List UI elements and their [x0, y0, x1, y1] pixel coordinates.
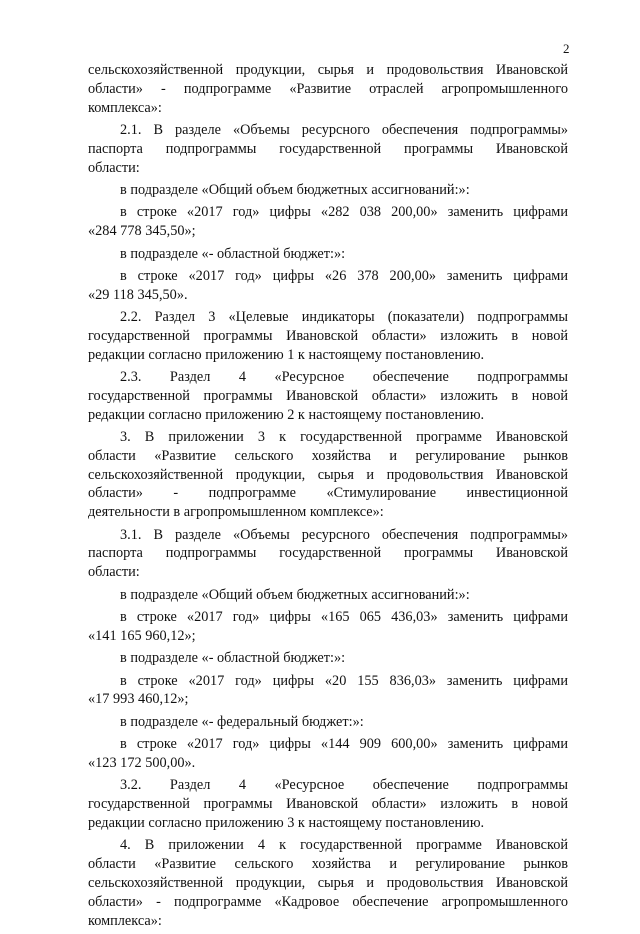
paragraph [88, 526, 568, 582]
text-line: 3.1. В разделе «Объемы ресурсного обеспечения подпрограммы» [120, 526, 568, 543]
text-line: области» - подпрограмме «Стимулирование инвестиционной [88, 485, 568, 502]
text-line: 2.1. В разделе «Объемы ресурсного обеспечения подпрограммы» [120, 121, 568, 138]
text-line: области: [88, 159, 140, 176]
text-line: в подразделе «- федеральный бюджет:»: [120, 713, 364, 730]
text-line: сельскохозяйственной продукции, сырья и продовольствия Ивановской [88, 874, 568, 891]
text-line: области «Развитие сельского хозяйства и регулирование рынков [88, 856, 568, 873]
text-line: паспорта подпрограммы государственной программы Ивановской [88, 140, 568, 157]
paragraph [88, 203, 568, 241]
text-line: государственной программы Ивановской области» изложить в новой [88, 387, 568, 404]
text-line: «29 118 345,50». [88, 286, 188, 303]
text-line: сельскохозяйственной продукции, сырья и продовольствия Ивановской [88, 466, 568, 483]
text-line: государственной программы Ивановской области» изложить в новой [88, 796, 568, 813]
text-line: в строке «2017 год» цифры «26 378 200,00» заменить цифрами [120, 267, 568, 284]
text-line: в подразделе «Общий объем бюджетных ассигнований:»: [120, 181, 470, 198]
paragraph [88, 672, 568, 710]
text-line: государственной программы Ивановской области» изложить в новой [88, 327, 568, 344]
text-line: 2.3. Раздел 4 «Ресурсное обеспечение подпрограммы [120, 369, 568, 386]
paragraph [88, 649, 568, 668]
paragraph [88, 245, 568, 264]
text-line: в строке «2017 год» цифры «282 038 200,00» заменить цифрами [120, 204, 568, 221]
paragraph [88, 428, 568, 522]
text-line: комплекса»: [88, 912, 162, 929]
text-line: в строке «2017 год» цифры «165 065 436,03» заменить цифрами [120, 609, 568, 626]
page-number: 2 [563, 41, 570, 56]
text-line: редакции согласно приложению 3 к настоящему постановлению. [88, 814, 485, 831]
text-line: в подразделе «- областной бюджет:»: [120, 245, 346, 262]
document-body [88, 61, 568, 934]
text-line: области» - подпрограмме «Развитие отраслей агропромышленного [88, 80, 568, 97]
text-line: сельскохозяйственной продукции, сырья и продовольствия Ивановской [88, 62, 568, 78]
paragraph [88, 776, 568, 832]
paragraph [88, 308, 568, 364]
text-line: в строке «2017 год» цифры «144 909 600,00» заменить цифрами [120, 736, 568, 753]
paragraph [88, 713, 568, 732]
text-line: редакции согласно приложению 1 к настоящему постановлению. [88, 346, 485, 363]
text-line: «284 778 345,50»; [88, 223, 196, 240]
text-line: 4. В приложении 4 к государственной программе Ивановской [120, 837, 568, 854]
paragraph [88, 267, 568, 305]
paragraph [88, 368, 568, 424]
paragraph [88, 735, 568, 773]
paragraph [88, 181, 568, 200]
paragraph [88, 836, 568, 930]
paragraph [88, 608, 568, 646]
text-line: 3.2. Раздел 4 «Ресурсное обеспечение подпрограммы [120, 777, 568, 794]
text-line: в подразделе «Общий объем бюджетных ассигнований:»: [120, 586, 470, 603]
text-line: «141 165 960,12»; [88, 627, 196, 644]
text-line: редакции согласно приложению 2 к настоящему постановлению. [88, 406, 485, 423]
paragraph [88, 61, 568, 117]
text-line: области» - подпрограмме «Кадровое обеспечение агропромышленного [88, 893, 568, 910]
text-line: паспорта подпрограммы государственной программы Ивановской [88, 545, 568, 562]
paragraph [88, 121, 568, 177]
paragraph [88, 586, 568, 605]
text-line: «123 172 500,00». [88, 755, 196, 771]
text-line: деятельности в агропромышленном комплексе»: [88, 504, 384, 521]
text-line: 3. В приложении 3 к государственной программе Ивановской [120, 429, 568, 446]
text-line: области: [88, 564, 140, 581]
text-line: «17 993 460,12»; [88, 691, 189, 708]
text-line: в подразделе «- областной бюджет:»: [120, 650, 346, 667]
text-line: в строке «2017 год» цифры «20 155 836,03» заменить цифрами [120, 672, 568, 689]
text-line: области «Развитие сельского хозяйства и регулирование рынков [88, 447, 568, 464]
text-line: 2.2. Раздел 3 «Целевые индикаторы (показатели) подпрограммы [120, 309, 568, 326]
text-line: комплекса»: [88, 99, 162, 116]
